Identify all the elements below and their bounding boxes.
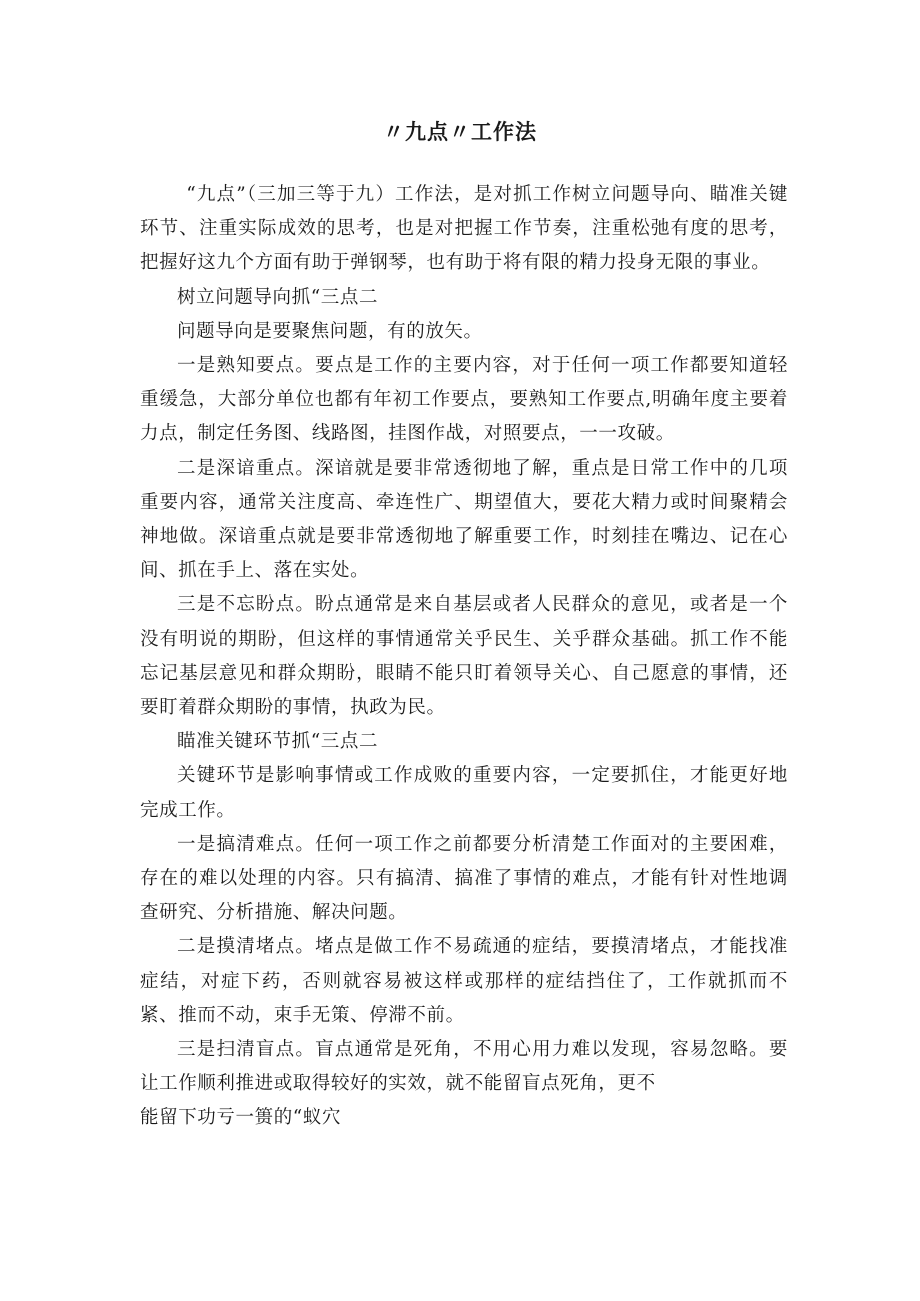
paragraph: 二是深谙重点。深谙就是要非常透彻地了解，重点是日常工作中的几项重要内容，通常关注度高、牵连性广、期望值大，要花大精力或时间聚精会神地做。深谙重点就是要非常透彻地了解重要工作，时刻挂在嘴边、记在心间、抓在手上、落在实处。 (140, 457, 788, 582)
section-heading-key-links: 瞄准关键环节抓“三点二 (177, 731, 379, 753)
section-heading-problem-oriented: 树立问题导向抓“三点二 (177, 286, 379, 308)
paragraph-continuation: 能留下功亏一篑的“蚁穴 (140, 1107, 342, 1129)
paragraph-intro: “九点”（三加三等于九）工作法，是对抓工作树立问题导向、瞄准关键环节、注重实际成效的思考，也是对把握工作节奏，注重松弛有度的思考，把握好这九个方面有助于弹钢琴，也有助于将有限的精力投身无限的事业。 (140, 184, 788, 274)
paragraph: 三是不忘盼点。盼点通常是来自基层或者人民群众的意见，或者是一个没有明说的期盼，但这样的事情通常关乎民生、关乎群众基础。抓工作不能忘记基层意见和群众期盼，眼睛不能只盯着领导关心、自己愿意的事情，还要盯着群众期盼的事情，执政为民。 (140, 594, 788, 719)
paragraph: 关键环节是影响事情或工作成败的重要内容，一定要抓住，才能更好地完成工作。 (140, 765, 788, 821)
paragraph: 一是搞清难点。任何一项工作之前都要分析清楚工作面对的主要困难，存在的难以处理的内容。只有搞清、搞准了事情的难点，才能有针对性地调查研究、分析措施、解决问题。 (140, 833, 788, 924)
paragraph: 一是熟知要点。要点是工作的主要内容，对于任何一项工作都要知道轻重缓急，大部分单位也都有年初工作要点，要熟知工作要点,明确年度主要着力点，制定任务图、线路图，挂图作战，对照要点，一一攻破。 (140, 355, 788, 445)
document-body (140, 178, 788, 1136)
document-title: 〃九点〃工作法 (383, 120, 537, 144)
paragraph: 二是摸清堵点。堵点是做工作不易疏通的症结，要摸清堵点，才能找准症结，对症下药，否则就容易被这样或那样的症结挡住了，工作就抓而不紧、推而不动，束手无策、停滞不前。 (140, 936, 788, 1026)
paragraph: 三是扫清盲点。盲点通常是死角，不用心用力难以发现，容易忽略。要让工作顺利推进或取得较好的实效，就不能留盲点死角，更不 (140, 1039, 788, 1095)
paragraph: 问题导向是要聚焦问题，有的放矢。 (177, 320, 483, 342)
